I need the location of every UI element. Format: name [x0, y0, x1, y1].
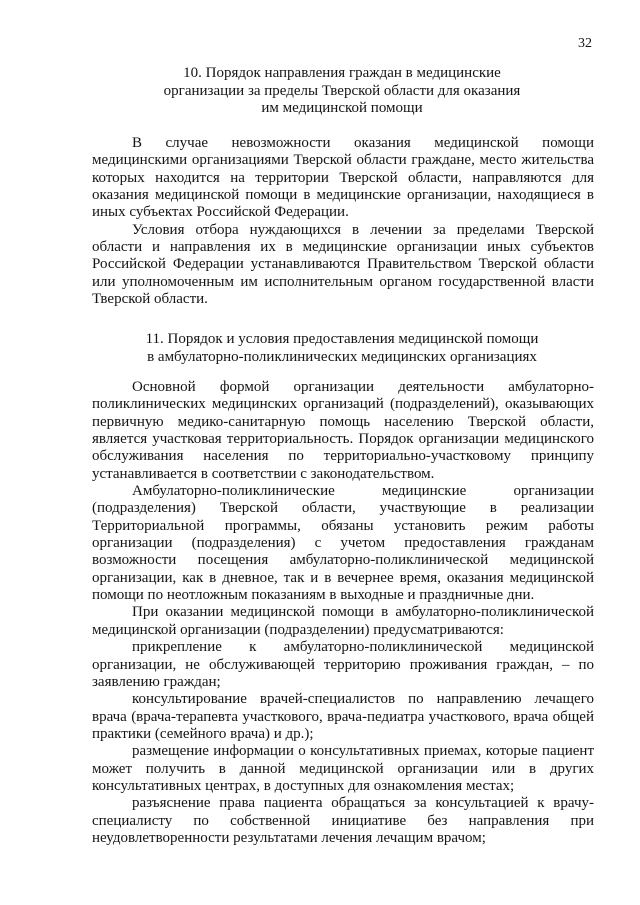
paragraph: При оказании медицинской помощи в амбулаторно-поликлинической медицинской организации (подразделении) предусматриваются:	[92, 604, 594, 638]
section-11-title-line: в амбулаторно-поликлинических медицинских организациях	[147, 348, 537, 365]
section-11-title	[92, 331, 592, 366]
paragraph: В случае невозможности оказания медицинской помощи медицинскими организациями Тверской области граждане, место жительства которых находится на территории Тверской области, направляются для оказания медицинской помощи в медицинские организации, находящиеся в иных субъектах Российской Федерации.	[92, 135, 594, 221]
section-10-title-line: организации за пределы Тверской области для оказания	[163, 82, 521, 99]
paragraph: Условия отбора нуждающихся в лечении за пределами Тверской области и направления их в медицинские организации иных субъектов Российской Федерации устанавливаются Правительством Тверской области или уполномоченным им исполнительным органом государственной власти Тверской области.	[92, 221, 594, 308]
paragraph: размещение информации о консультативных приемах, которые пациент может получить в данной медицинской организации или в других консультативных центрах, в доступных для ознакомления местах;	[92, 743, 594, 794]
page-number: 32	[578, 36, 592, 51]
section-10-title	[92, 65, 592, 118]
section-10-title-line: им медицинской помощи	[261, 100, 423, 116]
paragraph: Основной формой организации деятельности амбулаторно-поликлинических медицинских организаций (подразделений), оказывающих первичную медико-санитарную помощь населению Тверской области, является участковая территориальность. Порядок организации медицинского обслуживания населения по территориально-участковому принципу устанавливается в соответствии с законодательством.	[92, 379, 594, 482]
section-10-body	[92, 135, 594, 308]
section-10-title-line: 10. Порядок направления граждан в медицинские	[183, 65, 501, 81]
paragraph: прикрепление к амбулаторно-поликлинической медицинской организации, не обслуживающей территорию проживания граждан, – по заявлению граждан;	[92, 639, 594, 690]
section-11-body	[92, 379, 594, 847]
paragraph: разъяснение права пациента обращаться за консультацией к врачу-специалисту по собственной инициативе без направления при неудовлетворенности результатами лечения лечащим врачом;	[92, 795, 594, 846]
paragraph: консультирование врачей-специалистов по направлению лечащего врача (врача-терапевта участкового, врача-педиатра участкового, врача общей практики (семейного врача) и др.);	[92, 691, 594, 742]
section-11-title-line: 11. Порядок и условия предоставления медицинской помощи	[145, 331, 539, 347]
paragraph: Амбулаторно-поликлинические медицинские организации (подразделения) Тверской области, участвующие в реализации Территориальной программы, обязаны установить режим работы организации (подразделения) с учетом предоставления гражданам возможности посещения амбулаторно-поликлинической медицинской организации, как в дневное, так и в вечернее время, оказания медицинской помощи по неотложным показаниям в выходные и праздничные дни.	[92, 483, 594, 604]
